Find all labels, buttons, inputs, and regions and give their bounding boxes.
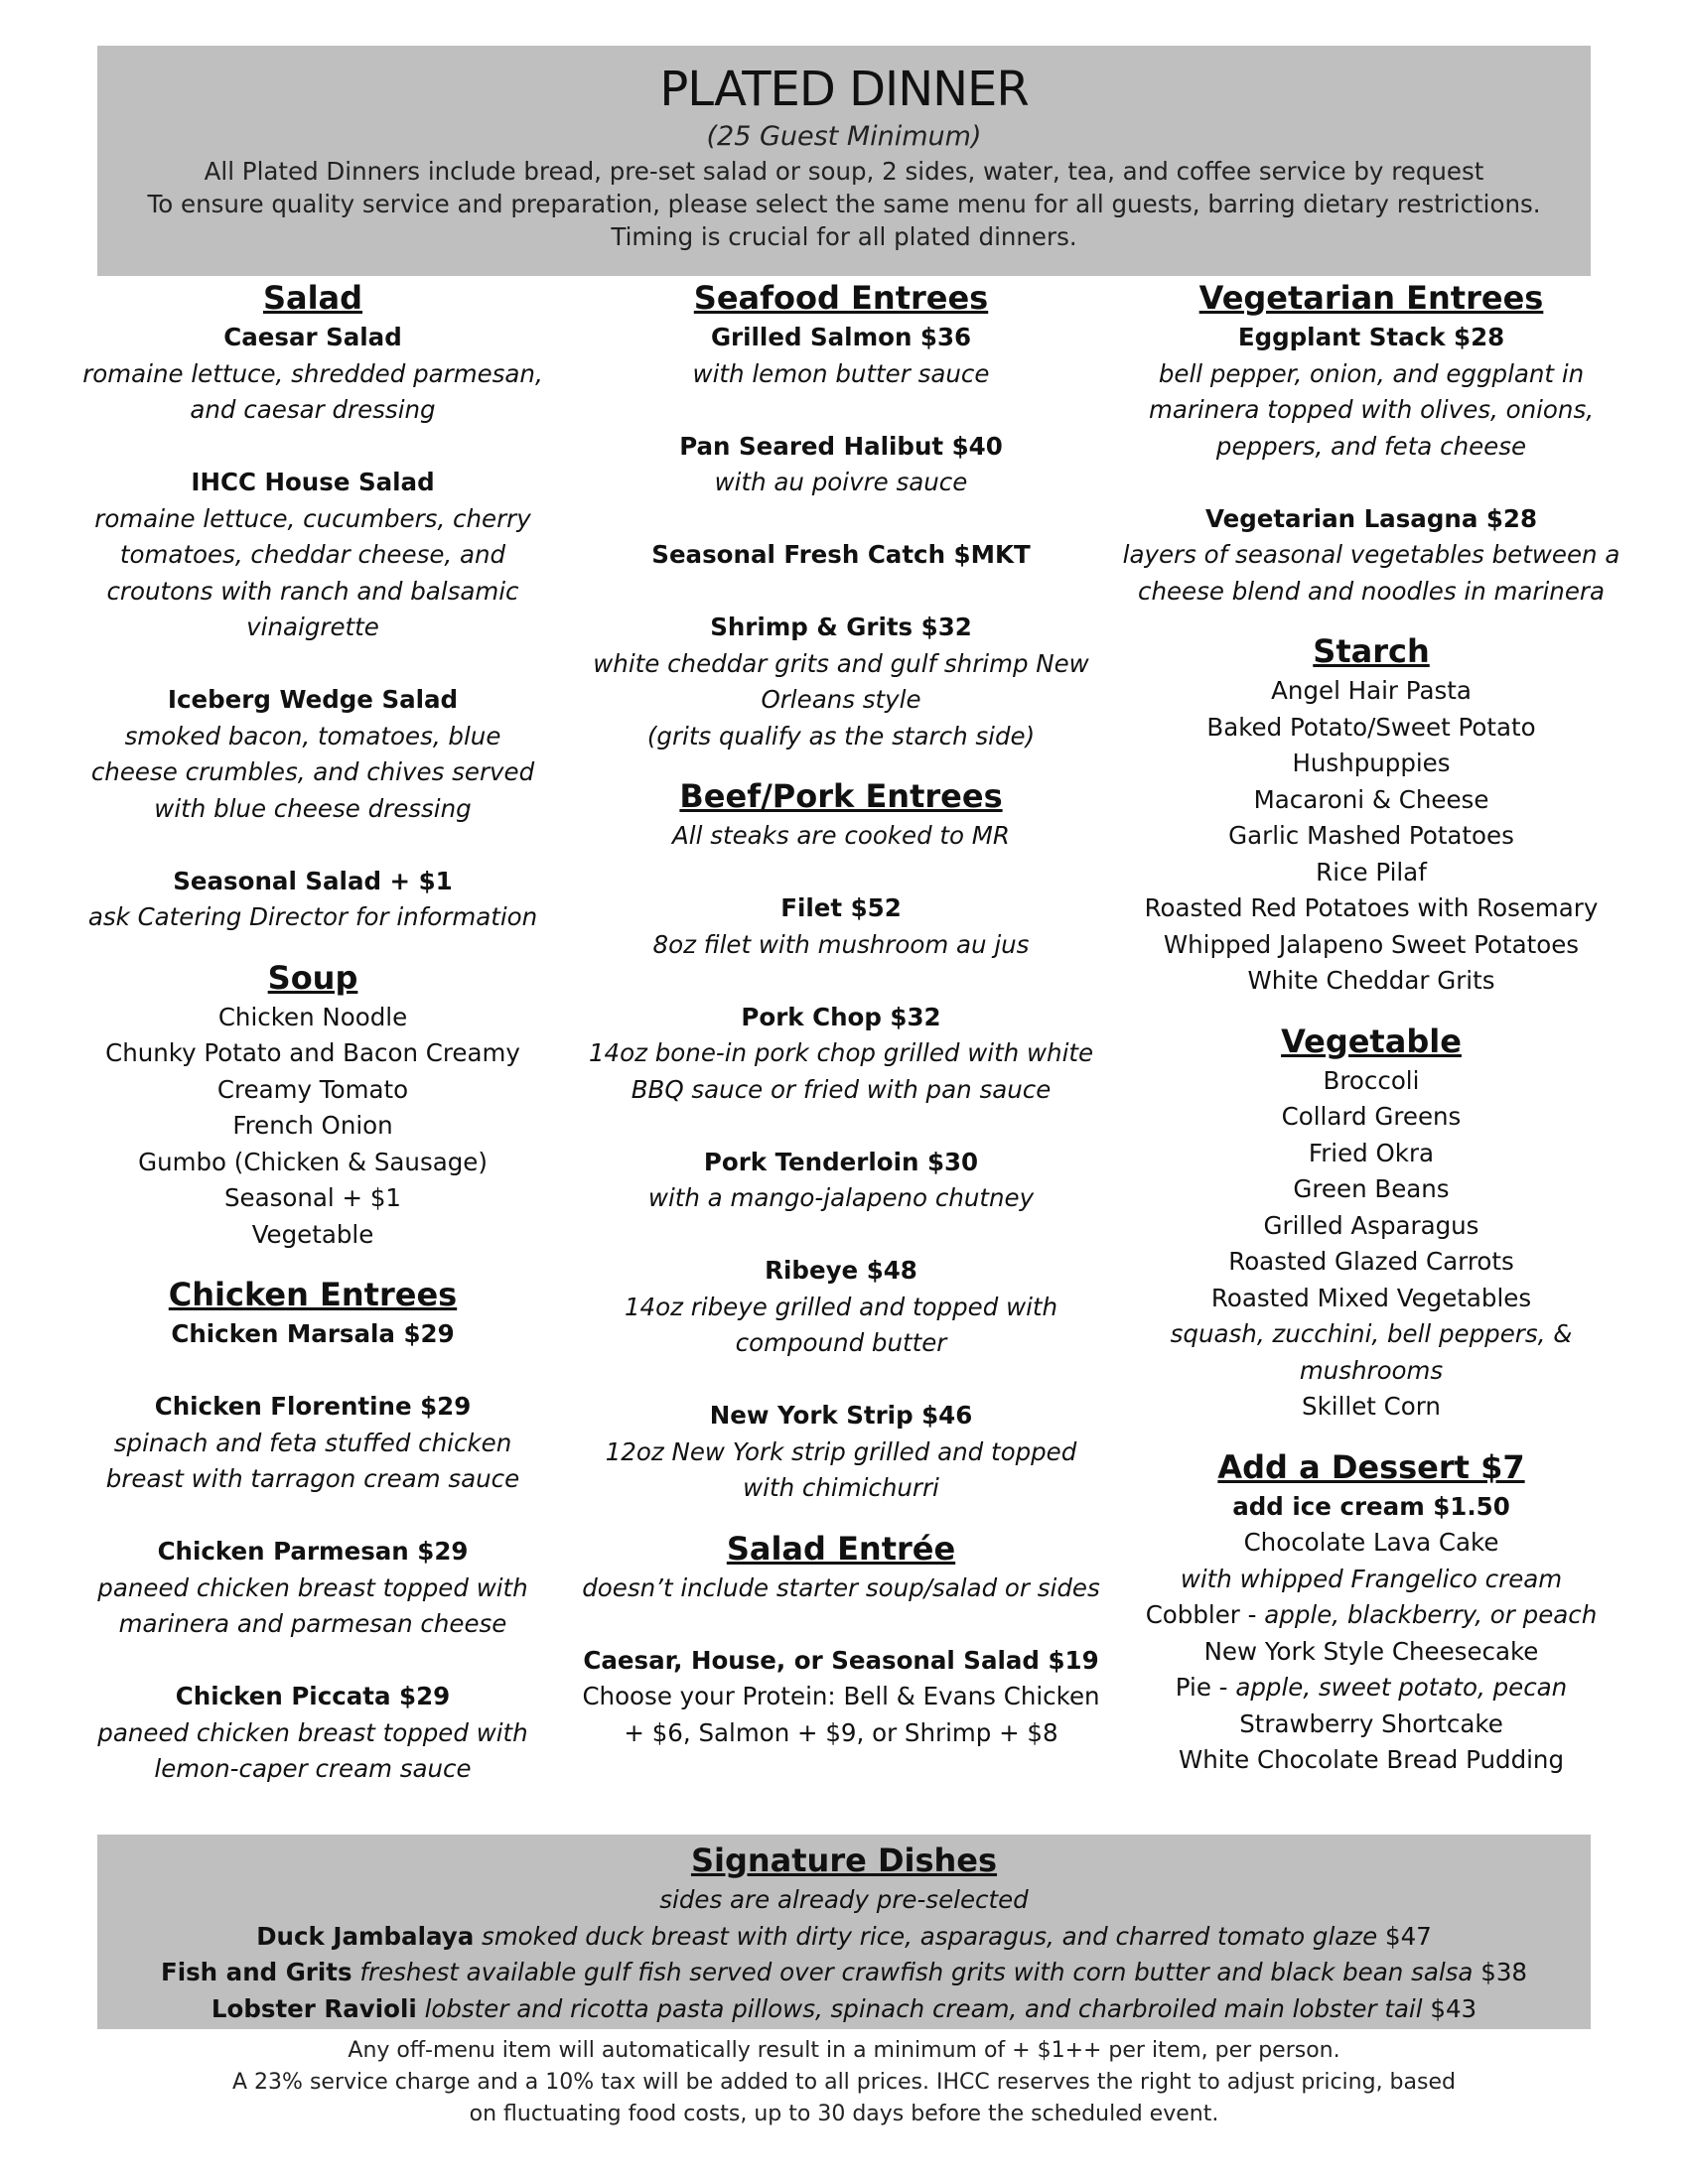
list-item: Hushpuppies	[1292, 749, 1451, 777]
signature-dish	[97, 1919, 1591, 1956]
item-name: Seasonal Fresh Catch $MKT	[651, 540, 1031, 569]
section-heading: Beef/Pork Entrees	[679, 777, 1003, 815]
column-right	[1112, 276, 1630, 1779]
menu-item	[68, 1389, 558, 1498]
item-name: Chicken Florentine $29	[154, 1392, 472, 1421]
section-heading: Seafood Entrees	[693, 279, 989, 317]
item-desc: romaine lettuce, shredded parmesan,	[82, 358, 543, 388]
item-desc: white cheddar grits and gulf shrimp New	[593, 648, 1089, 678]
item-desc: vinaigrette	[246, 613, 379, 641]
section-note: doesn’t include starter soup/salad or sides	[582, 1572, 1100, 1602]
list-item: Broccoli	[1323, 1065, 1420, 1095]
header-line: All Plated Dinners include bread, pre-set salad or soup, 2 sides, water, tea, and coffee service by request	[204, 157, 1484, 186]
item-name: Caesar Salad	[223, 323, 402, 351]
list-item	[1112, 1597, 1630, 1634]
list-item	[1112, 1670, 1630, 1706]
menu-item	[68, 320, 558, 429]
item-name: Chicken Parmesan $29	[157, 1537, 469, 1566]
item-price: $47	[1377, 1921, 1432, 1951]
item-name: Pan Seared Halibut $40	[679, 431, 1003, 461]
list-item: Grilled Asparagus	[1263, 1210, 1479, 1240]
section-heading: Starch	[1313, 632, 1430, 670]
dessert-addon: add ice cream $1.50	[1232, 1491, 1510, 1521]
item-desc: peppers, and feta cheese	[1215, 431, 1527, 461]
section-heading: Vegetable	[1281, 1022, 1462, 1060]
item-name: Pork Chop $32	[741, 1002, 941, 1031]
footer-line: on fluctuating food costs, up to 30 days before the scheduled event.	[469, 2102, 1219, 2126]
section-heading: Chicken Entrees	[168, 1276, 458, 1313]
item-name: Chicken Marsala $29	[171, 1319, 455, 1348]
item-desc: cheese blend and noodles in marinera	[1137, 576, 1605, 606]
section-heading: Vegetarian Entrees	[1198, 279, 1544, 317]
item-name: Fish and Grits	[160, 1958, 352, 1986]
section-heading: Add a Dessert $7	[1217, 1447, 1525, 1486]
item-desc: squash, zucchini, bell peppers, &	[1170, 1319, 1573, 1348]
item-name: Filet $52	[780, 893, 902, 922]
item-name: Pie -	[1175, 1673, 1236, 1702]
item-desc: with blue cheese dressing	[154, 793, 472, 823]
section-heading: Soup	[267, 958, 358, 997]
item-desc: apple, blackberry, or peach	[1264, 1600, 1598, 1629]
menu-item	[578, 537, 1104, 574]
dessert-section	[1112, 1445, 1630, 1779]
menu-item	[68, 1316, 558, 1353]
item-name: Ribeye $48	[765, 1256, 917, 1285]
menu-item	[578, 1253, 1104, 1362]
item-desc: 14oz bone-in pork chop grilled with white	[588, 1038, 1094, 1067]
seafood-section	[578, 276, 1104, 754]
soup-section	[68, 956, 558, 1254]
footer-line: A 23% service charge and a 10% tax will be added to all prices. IHCC reserves the right to adjust pricing, based	[232, 2070, 1456, 2095]
item-desc: Orleans style	[761, 685, 921, 714]
item-name: Shrimp & Grits $32	[710, 613, 972, 641]
menu-item	[578, 429, 1104, 501]
item-desc: marinera and parmesan cheese	[118, 1609, 507, 1638]
column-left	[68, 276, 558, 1788]
item-price: $38	[1473, 1958, 1528, 1986]
item-name: Seasonal Salad + $1	[173, 866, 453, 895]
item-name: Grilled Salmon $36	[710, 323, 972, 351]
column-middle	[578, 276, 1104, 1751]
salad-section	[68, 276, 558, 936]
signature-dish	[97, 1991, 1591, 2028]
item-desc: apple, sweet potato, pecan	[1235, 1673, 1568, 1702]
item-name: Lobster Ravioli	[211, 1993, 417, 2023]
item-desc: 8oz filet with mushroom au jus	[652, 929, 1030, 959]
menu-item	[578, 1145, 1104, 1217]
item-desc: tomatoes, cheddar cheese, and	[119, 540, 506, 569]
list-item: White Cheddar Grits	[1247, 966, 1495, 995]
section-heading: Salad Entrée	[726, 1529, 956, 1568]
menu-item	[1112, 501, 1630, 611]
item-desc: smoked duck breast with dirty rice, asparagus, and charred tomato glaze	[474, 1921, 1378, 1951]
header-banner	[97, 46, 1591, 276]
item-price: $43	[1422, 1993, 1477, 2023]
item-desc: 14oz ribeye grilled and topped with	[624, 1292, 1058, 1321]
header-line: Timing is crucial for all plated dinners.	[611, 222, 1077, 251]
list-item: Roasted Glazed Carrots	[1228, 1247, 1514, 1276]
list-item: French Onion	[232, 1111, 393, 1140]
item-desc: croutons with ranch and balsamic	[106, 576, 519, 606]
item-desc: freshest available gulf fish served over crawfish grits with corn butter and black bean salsa	[352, 1958, 1474, 1986]
list-item: Rice Pilaf	[1316, 857, 1427, 887]
list-item: Angel Hair Pasta	[1271, 676, 1472, 705]
item-desc: with au poivre sauce	[714, 468, 968, 496]
list-item: Garlic Mashed Potatoes	[1228, 821, 1514, 850]
item-desc: layers of seasonal vegetables between a	[1122, 540, 1620, 569]
item-desc: lemon-caper cream sauce	[154, 1754, 472, 1783]
list-item: Macaroni & Cheese	[1253, 784, 1489, 814]
item-desc: marinera topped with olives, onions,	[1148, 395, 1595, 424]
item-desc: with chimichurri	[743, 1473, 939, 1502]
item-desc: paneed chicken breast topped with	[97, 1572, 528, 1602]
list-item: Vegetable	[251, 1219, 374, 1249]
item-name: New York Strip $46	[709, 1401, 973, 1430]
menu-item	[1112, 320, 1630, 465]
section-heading: Salad	[262, 279, 363, 317]
item-desc: spinach and feta stuffed chicken	[113, 1428, 512, 1457]
list-item: White Chocolate Bread Pudding	[1178, 1745, 1565, 1774]
item-name: Pork Tenderloin $30	[703, 1147, 979, 1176]
item-desc: (grits qualify as the starch side)	[646, 721, 1036, 751]
list-item: Baked Potato/Sweet Potato	[1206, 712, 1536, 742]
menu-item	[578, 890, 1104, 963]
menu-item	[68, 682, 558, 827]
list-item: Strawberry Shortcake	[1239, 1708, 1503, 1738]
list-item: Gumbo (Chicken & Sausage)	[138, 1147, 488, 1176]
vegetarian-section	[1112, 276, 1630, 610]
list-item: Roasted Mixed Vegetables	[1210, 1283, 1532, 1312]
list-item: Collard Greens	[1281, 1102, 1462, 1131]
item-desc: and caesar dressing	[190, 395, 436, 424]
item-desc: Choose your Protein: Bell & Evans Chicken	[582, 1682, 1100, 1710]
item-desc: compound butter	[735, 1328, 947, 1357]
item-desc: with lemon butter sauce	[692, 358, 990, 388]
item-desc: breast with tarragon cream sauce	[105, 1464, 520, 1493]
beef-pork-section	[578, 774, 1104, 1507]
item-name: Iceberg Wedge Salad	[167, 685, 459, 714]
footer-notes	[97, 2035, 1591, 2130]
signature-banner	[97, 1835, 1591, 2029]
header-line: To ensure quality service and preparation, please select the same menu for all guests, barring dietary restrictions.	[147, 190, 1541, 218]
item-desc: smoked bacon, tomatoes, blue	[124, 721, 501, 751]
salad-entree-section	[578, 1527, 1104, 1752]
starch-section	[1112, 629, 1630, 1000]
item-desc: 12oz New York strip grilled and topped	[605, 1436, 1077, 1466]
item-name: Cobbler -	[1145, 1600, 1265, 1629]
list-item: Whipped Jalapeno Sweet Potatoes	[1163, 929, 1580, 959]
item-desc: bell pepper, onion, and eggplant in	[1158, 358, 1585, 388]
item-desc: ask Catering Director for information	[87, 902, 538, 931]
item-desc: with whipped Frangelico cream	[1180, 1564, 1563, 1593]
menu-item	[68, 1679, 558, 1788]
list-item: New York Style Cheesecake	[1203, 1636, 1539, 1666]
item-name: Vegetarian Lasagna $28	[1204, 503, 1538, 533]
item-desc: + $6, Salmon + $9, or Shrimp + $8	[624, 1717, 1058, 1747]
list-item: Roasted Red Potatoes with Rosemary	[1144, 893, 1599, 922]
list-item: Skillet Corn	[1302, 1392, 1441, 1421]
menu-item	[578, 320, 1104, 392]
menu-item	[578, 1398, 1104, 1507]
list-item: Chunky Potato and Bacon Creamy	[105, 1038, 520, 1067]
section-note: All steaks are cooked to MR	[672, 821, 1010, 850]
item-name: IHCC House Salad	[191, 468, 435, 496]
item-name: Duck Jambalaya	[256, 1921, 475, 1951]
section-note: sides are already pre-selected	[659, 1885, 1029, 1914]
list-item: Fried Okra	[1308, 1138, 1435, 1167]
list-item: Chocolate Lava Cake	[1243, 1528, 1499, 1557]
footer-line: Any off-menu item will automatically result in a minimum of + $1++ per item, per person.	[348, 2038, 1340, 2063]
list-item: Seasonal + $1	[223, 1183, 402, 1212]
menu-item	[578, 1000, 1104, 1109]
page-title: PLATED DINNER	[659, 62, 1029, 117]
item-desc: cheese crumbles, and chives served	[90, 757, 535, 786]
vegetable-section	[1112, 1020, 1630, 1426]
item-desc: lobster and ricotta pasta pillows, spinach cream, and charbroiled main lobster tail	[416, 1993, 1423, 2023]
item-desc: with a mango-jalapeno chutney	[647, 1183, 1035, 1212]
list-item: Creamy Tomato	[216, 1074, 409, 1104]
menu-item	[578, 610, 1104, 754]
menu-item	[68, 1534, 558, 1643]
item-name: Eggplant Stack $28	[1237, 323, 1505, 351]
item-desc: mushrooms	[1299, 1355, 1444, 1385]
item-desc: paneed chicken breast topped with	[97, 1717, 528, 1747]
menu-item	[68, 864, 558, 936]
item-name: Chicken Piccata $29	[175, 1682, 451, 1710]
section-heading: Signature Dishes	[690, 1842, 998, 1879]
chicken-section	[68, 1273, 558, 1788]
item-desc: romaine lettuce, cucumbers, cherry	[94, 503, 531, 533]
item-desc: BBQ sauce or fried with pan sauce	[631, 1074, 1052, 1104]
signature-dish	[97, 1955, 1591, 1991]
item-name: Caesar, House, or Seasonal Salad $19	[583, 1645, 1099, 1675]
list-item: Chicken Noodle	[217, 1002, 408, 1031]
guest-minimum: (25 Guest Minimum)	[706, 121, 982, 152]
menu-item	[68, 465, 558, 646]
list-item: Green Beans	[1293, 1174, 1450, 1203]
